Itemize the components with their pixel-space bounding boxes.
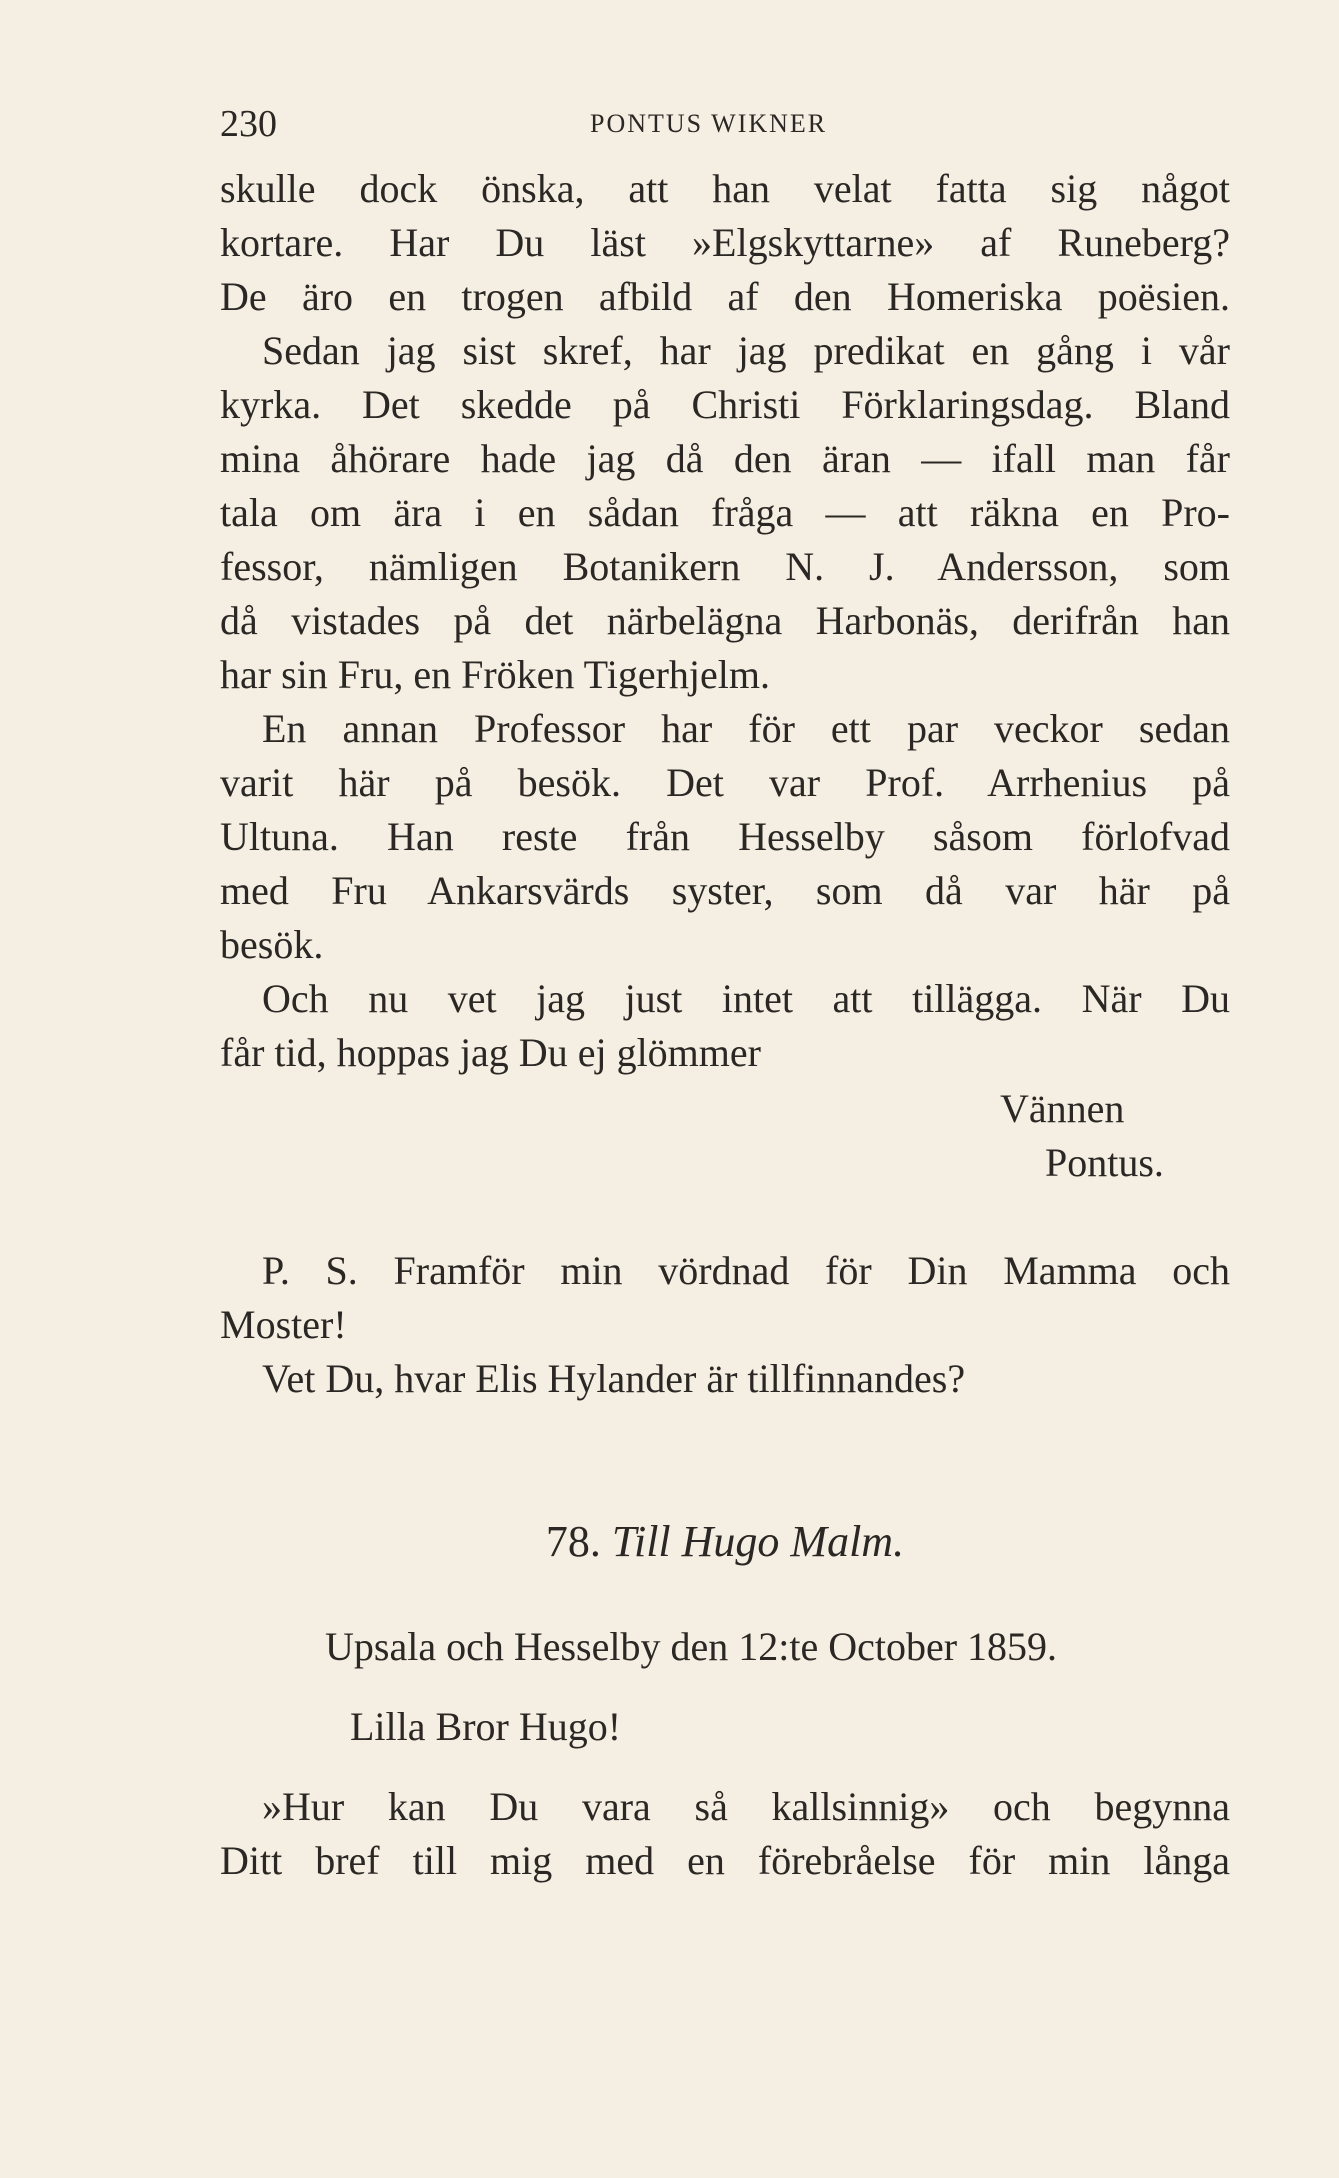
- text-line: varit här på besök. Det var Prof. Arrhenius på: [220, 760, 1230, 805]
- text-line: De äro en trogen afbild af den Homeriska poësien.: [220, 274, 1230, 319]
- text-line: »Hur kan Du vara så kallsinnig» och begynna: [262, 1784, 1230, 1829]
- text-line: tala om ära i en sådan fråga — att räkna en Pro-: [220, 490, 1230, 535]
- letter-title: Till Hugo Malm.: [611, 1517, 905, 1566]
- text-line: kyrka. Det skedde på Christi Förklaringsdag. Bland: [220, 382, 1230, 427]
- text-line: Sedan jag sist skref, har jag predikat en gång i vår: [262, 328, 1230, 373]
- text-line: Ultuna. Han reste från Hesselby såsom förlofvad: [220, 814, 1230, 859]
- running-head: PONTUS WIKNER: [590, 109, 828, 138]
- text-line: mina åhörare hade jag då den äran — ifall man får: [220, 436, 1230, 481]
- text-line: har sin Fru, en Fröken Tigerhjelm.: [220, 652, 770, 697]
- closing-signature: Pontus.: [1045, 1140, 1164, 1185]
- text-line: Moster!: [220, 1302, 347, 1347]
- text-line: kortare. Har Du läst »Elgskyttarne» af Runeberg?: [220, 220, 1230, 265]
- closing-valediction: Vännen: [1000, 1086, 1125, 1131]
- letter-salutation: Lilla Bror Hugo!: [350, 1704, 622, 1749]
- page-header: [220, 98, 1230, 150]
- text-line: fessor, nämligen Botanikern N. J. Andersson, som: [220, 544, 1230, 589]
- text-line: P. S. Framför min vördnad för Din Mamma och: [262, 1248, 1230, 1293]
- text-line: Ditt bref till mig med en förebråelse för min långa: [220, 1838, 1230, 1883]
- text-line: då vistades på det närbelägna Harbonäs, derifrån han: [220, 598, 1230, 643]
- letter-body: [220, 162, 1230, 1080]
- text-line: Och nu vet jag just intet att tillägga. När Du: [262, 976, 1230, 1021]
- next-letter-body: [220, 1780, 1230, 1888]
- letter-number: 78.: [545, 1517, 601, 1566]
- text-line: skulle dock önska, att han velat fatta sig något: [220, 166, 1230, 211]
- letter-dateline: Upsala och Hesselby den 12:te October 1859.: [325, 1624, 1058, 1669]
- page-number: 230: [220, 103, 277, 145]
- text-line: med Fru Ankarsvärds syster, som då var här på: [220, 868, 1230, 913]
- text-line: En annan Professor har för ett par veckor sedan: [262, 706, 1230, 751]
- text-line: får tid, hoppas jag Du ej glömmer: [220, 1030, 761, 1075]
- letter-heading: [220, 1512, 1230, 1572]
- postscript: [220, 1244, 1230, 1406]
- text-line: Vet Du, hvar Elis Hylander är tillfinnandes?: [262, 1356, 966, 1401]
- text-line: besök.: [220, 922, 324, 967]
